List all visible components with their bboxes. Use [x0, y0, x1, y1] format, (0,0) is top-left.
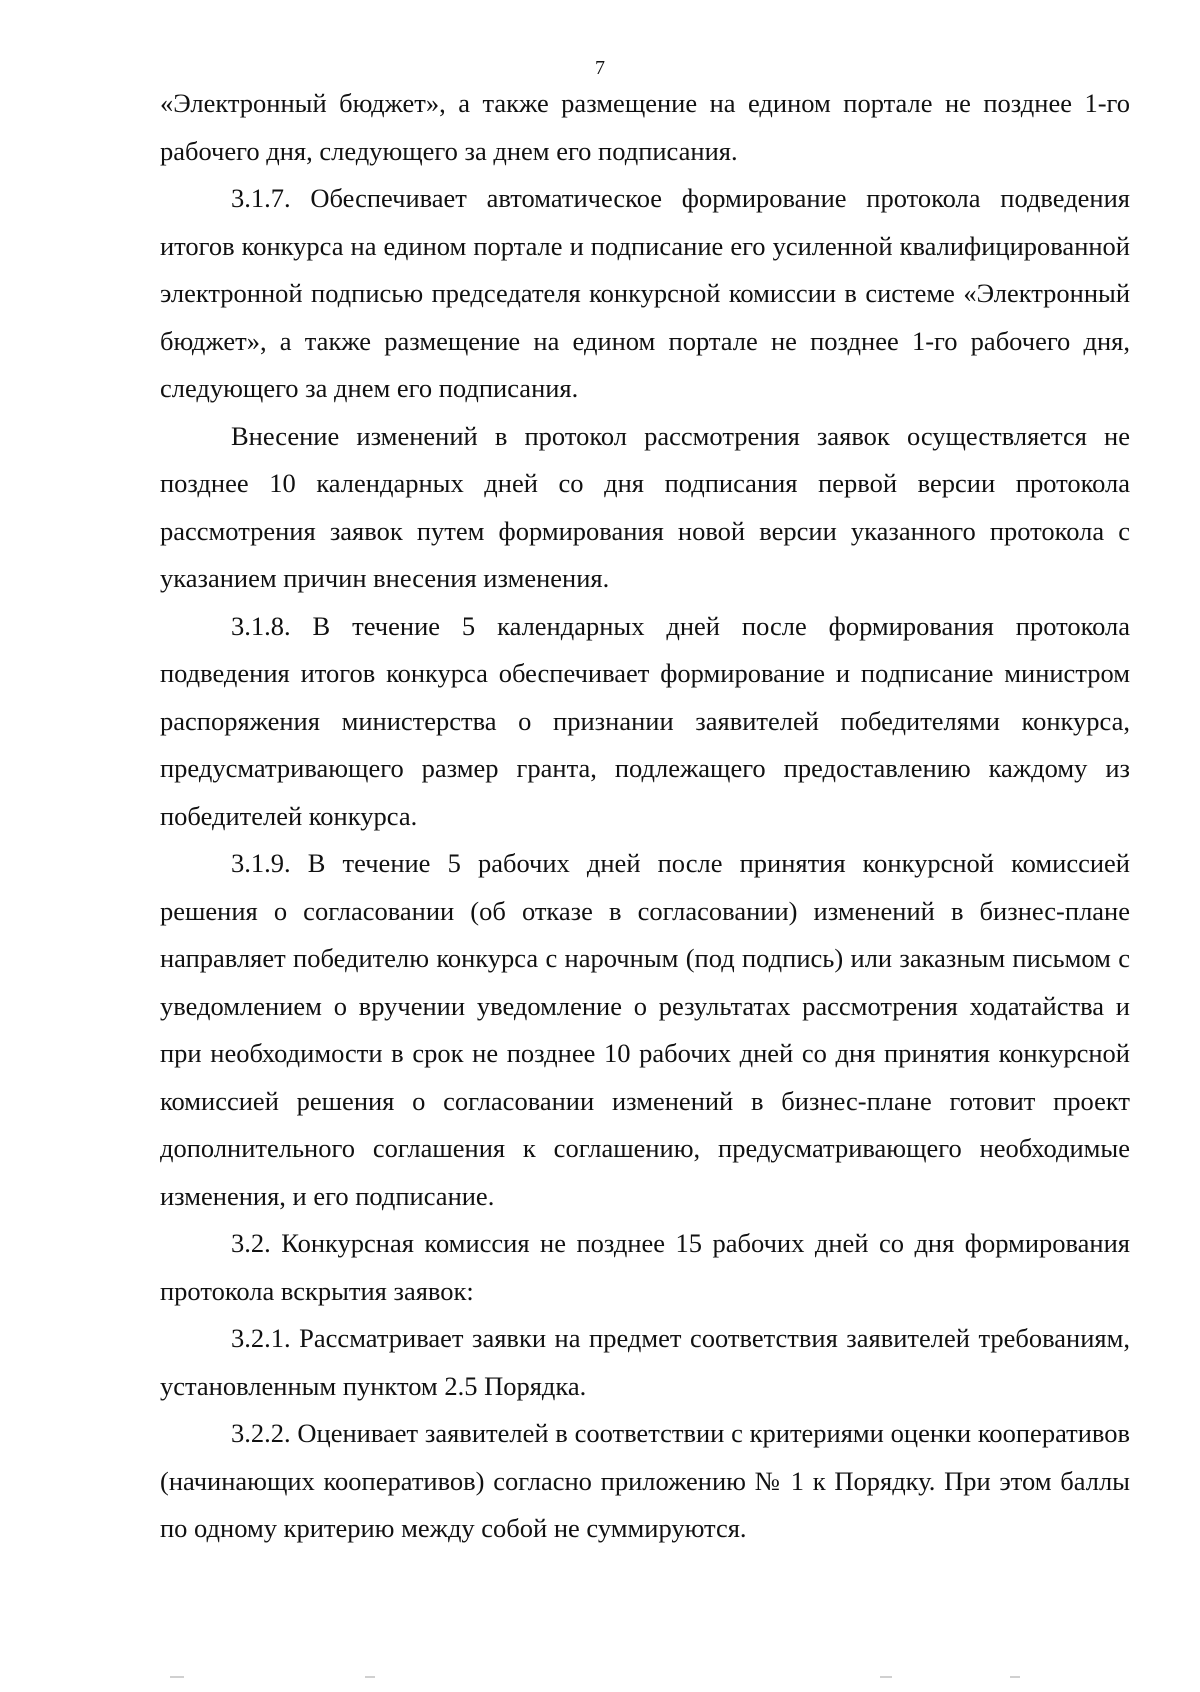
scan-artifact [170, 1676, 184, 1678]
paragraph-3-1-9: 3.1.9. В течение 5 рабочих дней после принятия конкурсной комиссией решения о согласовании (об отказе в согласовании) изменений в бизнес-плане направляет победителю конкурса с нарочным (под подпись) или заказным письмом с уведомлением о вручении уведомление о результатах рассмотрения ходатайства и при необходимости в срок не позднее 10 рабочих дней со дня принятия конкурсной комиссией решения о согласовании изменений в бизнес-плане готовит проект дополнительного соглашения к соглашению, предусматривающего необходимые изменения, и его подписание. [160, 848, 1130, 1211]
paragraph-3-2-2: 3.2.2. Оценивает заявителей в соответствии с критериями оценки кооперативов (начинающих кооперативов) согласно приложению № 1 к Порядку. При этом баллы по одному критерию между собой не суммируются. [160, 1418, 1130, 1543]
paragraph-3-2: 3.2. Конкурсная комиссия не позднее 15 рабочих дней со дня формирования протокола вскрытия заявок: [160, 1228, 1130, 1306]
paragraph-continuation: «Электронный бюджет», а также размещение на едином портале не позднее 1-го рабочего дня, следующего за днем его подписания. [160, 88, 1130, 166]
paragraph-3-1-7: 3.1.7. Обеспечивает автоматическое формирование протокола подведения итогов конкурса на едином портале и подписание его усиленной квалифицированной электронной подписью председателя конкурсной комиссии в системе «Электронный бюджет», а также размещение на едином портале не позднее 1-го рабочего дня, следующего за днем его подписания. [160, 183, 1130, 403]
paragraph-3-2-1: 3.2.1. Рассматривает заявки на предмет соответствия заявителей требованиям, установленным пунктом 2.5 Порядка. [160, 1323, 1130, 1401]
scan-artifact [880, 1676, 892, 1678]
scan-artifact [365, 1676, 375, 1678]
scan-artifact [1010, 1676, 1020, 1678]
paragraph-protocol-changes: Внесение изменений в протокол рассмотрения заявок осуществляется не позднее 10 календарных дней со дня подписания первой версии протокола рассмотрения заявок путем формирования новой версии указанного протокола с указанием причин внесения изменения. [160, 420, 1130, 593]
document-body [160, 80, 1130, 1553]
page-number: 7 [595, 57, 605, 79]
paragraph-3-1-8: 3.1.8. В течение 5 календарных дней после формирования протокола подведения итогов конкурса обеспечивает формирование и подписание министром распоряжения министерства о признании заявителей победителями конкурса, предусматривающего размер гранта, подлежащего предоставлению каждому из победителей конкурса. [160, 610, 1130, 831]
